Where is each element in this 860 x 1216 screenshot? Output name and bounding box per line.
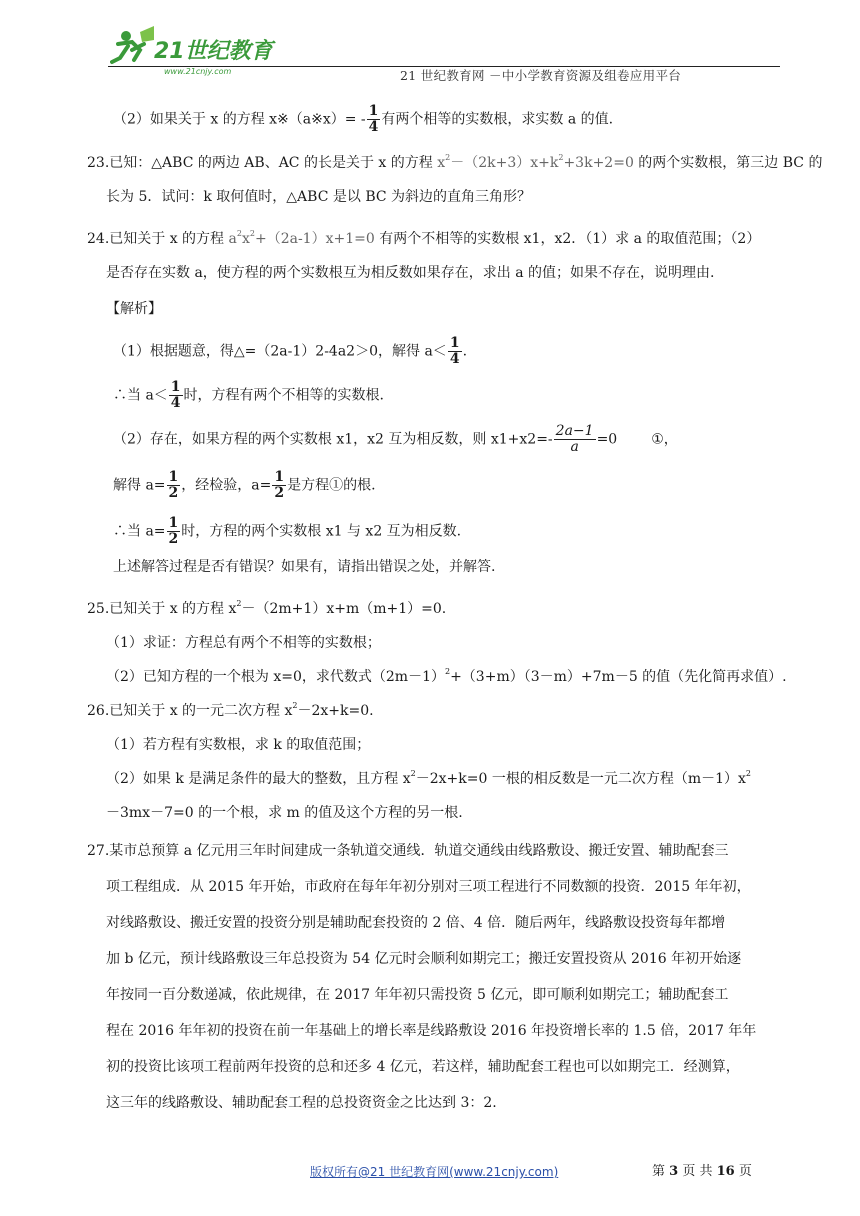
fraction: $\frac{1}{2}$ xyxy=(274,469,285,501)
question-26-part-1: （1）若方程有实数根，求 k 的取值范围； xyxy=(106,737,371,753)
solution-line-5: ∴当 a= $\frac{1}{2}$ 时，方程的两个实数根 x1 与 x2 互为相反数. xyxy=(113,515,462,547)
question-27-line-2: 项工程组成．从 2015 年开始，市政府在每年年初分别对三项工程进行不同数额的投资．2015 年年初， xyxy=(106,879,751,895)
question-27-line-4: 加 b 亿元，预计线路敷设三年总投资为 54 亿元时会顺利如期完工；搬迁安置投资从 2016 年初开始逐 xyxy=(106,951,742,967)
analysis-heading: 【解析】 xyxy=(106,301,162,317)
question-27-line-8: 这三年的线路敷设、辅助配套工程的总投资资金之比达到 3：2. xyxy=(106,1095,497,1111)
question-23-line-2: 长为 5．试问：k 取何值时，△ABC 是以 BC 为斜边的直角三角形？ xyxy=(106,189,532,205)
logo xyxy=(110,22,280,78)
fraction: $\frac{2a-1}{a}$ xyxy=(555,423,594,455)
fraction: $\frac{1}{2}$ xyxy=(168,515,179,547)
page-number: 第 3 页 共 16 页 xyxy=(652,1164,752,1179)
question-26-part-2-cont: －3mx－7=0 的一个根，求 m 的值及这个方程的另一根. xyxy=(106,805,463,821)
question-25-part-1: （1）求证：方程总有两个不相等的实数根； xyxy=(106,635,381,651)
question-24-line-2: 是否存在实数 a，使方程的两个实数根互为相反数如果存在，求出 a 的值；如果不存在，说明理由. xyxy=(106,265,715,281)
fraction: $\frac{1}{2}$ xyxy=(168,469,179,501)
question-23-line-1: 23.已知：△ABC 的两边 AB、AC 的长是关于 x 的方程 $x^2-(2k+3)x+k^2+3k+2=0$ 的两个实数根，第三边 BC 的 xyxy=(87,153,823,171)
page-header xyxy=(0,0,860,83)
question-27-line-5: 年按同一百分数递减，依此规律，在 2017 年年初只需投资 5 亿元，即可顺利如期完工；辅助配套工 xyxy=(106,987,729,1003)
question-25: 25.已知关于 x 的方程 $x^2-(2m+1)x+m(m+1)=0$. xyxy=(87,599,447,617)
question-26: 26.已知关于 x 的一元二次方程 $x^2-2x+k=0$. xyxy=(87,701,374,719)
question-22-part-2: （2）如果关于 x 的方程 x※（a※x）= - $\frac{1}{4}$ 有两个相等的实数根，求实数 a 的值. xyxy=(113,103,614,135)
logo-url: www.21cnjy.com xyxy=(164,67,232,76)
logo-text: 21世纪教育 xyxy=(154,39,273,64)
question-24-line-1: 24.已知关于 x 的方程 $a^2x^2+(2a-1)x+1=0$ 有两个不相等的实数根 x1，x2．（1）求 a 的取值范围；（2） xyxy=(87,229,761,247)
question-27-line-1: 27.某市总预算 a 亿元用三年时间建成一条轨道交通线．轨道交通线由线路敷设、搬迁安置、辅助配套三 xyxy=(87,843,729,859)
solution-line-2: ∴当 a＜ $\frac{1}{4}$ 时，方程有两个不相等的实数根. xyxy=(113,379,384,411)
solution-line-1: （1）根据题意，得△=（2a-1）2-4a2＞0，解得 a＜ $\frac{1}{4}$ . xyxy=(113,335,468,367)
fraction: $\frac{1}{4}$ xyxy=(170,379,181,411)
question-25-part-2: （2）已知方程的一个根为 x=0，求代数式$(2m-1)^2+(3+m)(3-m)+7m-5$ 的值（先化简再求值）. xyxy=(106,667,787,685)
header-title: 21 世纪教育网 －中小学教育资源及组卷应用平台 xyxy=(400,68,682,83)
question-27-line-3: 对线路敷设、搬迁安置的投资分别是辅助配套投资的 2 倍、4 倍．随后两年，线路敷设投资每年都增 xyxy=(106,915,726,931)
copyright-link[interactable]: 版权所有@21 世纪教育网(www.21cnjy.com) xyxy=(310,1165,559,1179)
fraction: $\frac{1}{4}$ xyxy=(368,103,379,135)
runner-icon xyxy=(112,26,154,62)
solution-line-4: 解得 a= $\frac{1}{2}$ ，经检验，a= $\frac{1}{2}$ 是方程①的根. xyxy=(113,469,376,501)
fraction: $\frac{1}{4}$ xyxy=(449,335,460,367)
question-27-line-6: 程在 2016 年年初的投资在前一年基础上的增长率是线路敷设 2016 年投资增长率的 1.5 倍，2017 年年 xyxy=(106,1023,757,1039)
solution-line-3: （2）存在，如果方程的两个实数根 x1，x2 互为相反数，则 x1+x2=- $\frac{2a-1}{a}$ =0 ①， xyxy=(113,423,678,455)
solution-line-6: 上述解答过程是否有错误？如果有，请指出错误之处，并解答. xyxy=(113,559,496,575)
question-27-line-7: 初的投资比该项工程前两年投资的总和还多 4 亿元，若这样，辅助配套工程也可以如期完工．经测算， xyxy=(106,1059,740,1075)
question-26-part-2: （2）如果 k 是满足条件的最大的整数，且方程 $x^2-2x+k=0$ 一根的相反数是一元二次方程$(m-1)x^2$ xyxy=(106,769,752,787)
